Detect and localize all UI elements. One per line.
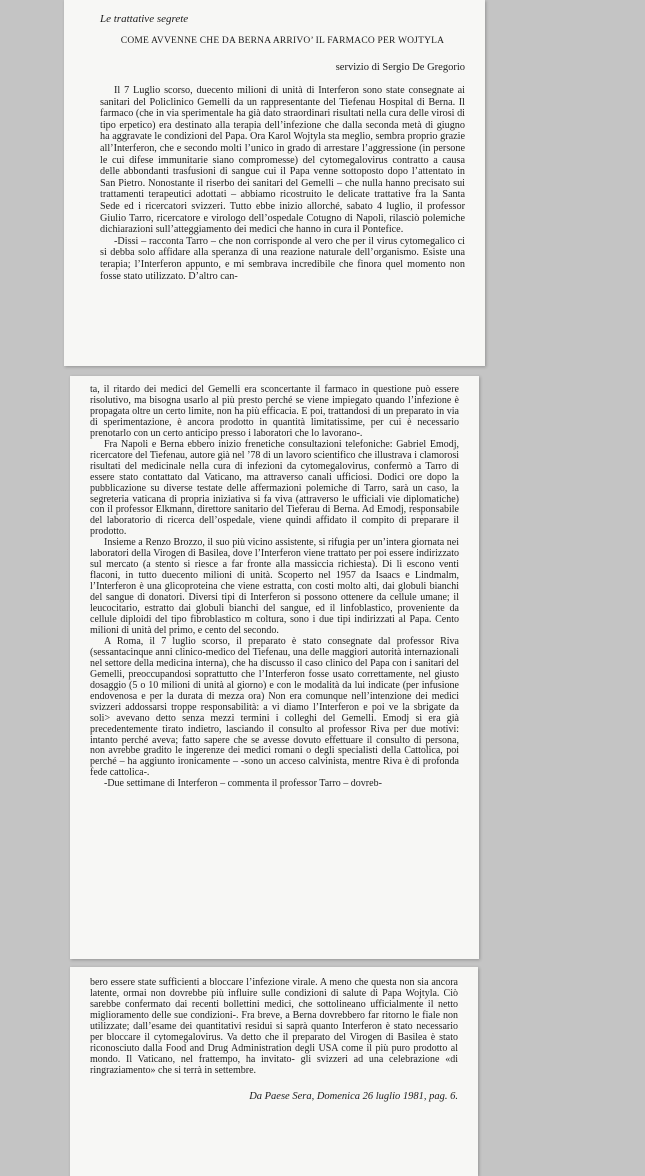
paragraph: bero essere state sufficienti a bloccare l’infezione virale. A meno che questa non sia ancora latente, ormai non dovrebbe più influire sulle condizioni di salute di Papa Wojtyla. Ciò sarebbe confermato dai recenti bollettini medici, che sottolineano ufficialmente il netto miglioramento delle sue condizioni-. Fra breve, a Berna dovrebbero far ritorno le fiale non utilizzate; dall’esame dei quantitativi residui si saprà quanto Interferon è stato necessario per bloccare il cytomegalovirus. Va detto che il preparato del Virogen di Basilea è stato riconosciuto dalla Food and Drug Administration degli USA come il più puro prodotto al mondo. Il Vaticano, nel frattempo, ha invitato- gli svizzeri ad una celebrazione «di ringraziamento» che si terrà in settembre. xyxy=(90,977,458,1076)
section-label: Le trattative segrete xyxy=(100,13,189,25)
paragraph: -Dissi – racconta Tarro – che non corrisponde al vero che per il virus cytomegalico ci si debba solo affidare alla speranza di una reazione naturale dell’organismo. Esiste una terapia; l’Interferon appunto, e mi sembrava incredibile che finora quel momento non fosse stato utilizzato. D’altro can- xyxy=(100,235,465,282)
paragraph: -Due settimane di Interferon – commenta il professor Tarro – dovreb- xyxy=(104,778,382,790)
paragraph: Fra Napoli e Berna ebbero inizio frenetiche consultazioni telefoniche: Gabriel Emodj, ricercatore del Tiefenau, autore già nel ’78 di un lavoro scientifico che illustrava i clamorosi risultati del medicinale nella cura di infezioni da cytomegalovirus, confermò a Tarro di essere stato contattato dal Vaticano, ma attraverso canali ufficiosi. Dodici ore dopo la pubblicazione su diverse testate delle affermazioni polemiche di Tarro, sarà un caso, la segreteria vaticana di propria iniziativa si fa viva (attraverso le ufficiali vie diplomatiche) con il professor Elkmann, direttore sanitario del Tieferau di Berna. Ad Emodj, responsabile del laboratorio di ricerca dell’ospedale, viene quindi affidato il compito di preparare il prodotto. xyxy=(90,438,459,538)
byline: servizio di Sergio De Gregorio xyxy=(335,62,465,73)
paragraph: A Roma, il 7 luglio scorso, il preparato è stato consegnate dal professor Riva (sessantacinque anni clinico-medico del Tiefenau, una delle maggiori autorità internazionali nel settore della medicina interna), che ha discusso il caso clinico del Papa con i sanitari del Gemelli, preoccupandosi soprattutto che l’Interferon fosse usato correttamente, nel giusto dosaggio (5 o 10 milioni di unità al giorno) e con le modalità da lui indicate (per infusione endovenosa e per la durata di mezza ora) Non era comunque nell’intenzione dei medici svizzeri addossarsi troppe responsabilità: a vi diamo l’Interferon e poi ve la sbrigate da soli> avevano detto senza mezzi termini i colleghi del Gemelli. Emodj si era già precedentemente tirato indietro, lasciando il consulto al professor Riva per due motivi: intanto perché aveva; fatto sapere che se avesse dovuto effettuare il consulto di persona, non avrebbe gradito le ingerenze dei medici romani o degli specialisti della Cattolica, poi perché – ha aggiunto ironicamente – -sono un acceso calvinista, mentre Riva è di profonda fede cattolica-. xyxy=(90,635,459,779)
article-headline: COME AVVENNE CHE DA BERNA ARRIVO’ IL FARMACO PER WOJTYLA xyxy=(120,36,445,46)
page-2 xyxy=(70,376,479,959)
page-3 xyxy=(70,967,478,1176)
paragraph: Il 7 Luglio scorso, duecento milioni di unità di Interferon sono state consegnate ai sanitari del Policlinico Gemelli da un rappresentante del Tiefenau Hospital di Berna. Il farmaco (che in via sperimentale ha già dato straordinari risultati nella cura delle virosi di tipo erpetico) era destinato alla terapia dell’infezione che dalla seconda metà di giugno ha aggravate le condizioni del Papa. Ora Karol Wojtyla sta meglio, sembra proprio grazie all’Interferon, che e secondo molti l’unico in grado di arrestare l’aggressione (in persone le cui difese immunitarie siano compromesse) del cytomegalovirus contratto a causa delle abbondanti trasfusioni di sangue cui il Papa venne sottoposto dopo l’attentato in San Pietro. Nonostante il riserbo dei sanitari del Gemelli – che nulla hanno precisato sui trattamenti terapeutici adottati – abbiamo ricostruito le delicate trattative fra la Santa Sede ed i ricercatori svizzeri. Tutto ebbe inizio allorché, sabato 4 luglio, il professor Giulio Tarro, ricercatore e virologo dell’ospedale Cotugno di Napoli, rilasciò polemiche dichiarazioni sull’atteggiamento dei medici che hanno in cura il Pontefice. xyxy=(100,85,465,236)
paragraph: Insieme a Renzo Brozzo, il suo più vicino assistente, si rifugia per un’intera giornata nei laboratori della Virogen di Basilea, dove l’Interferon viene trattato per poi essere indirizzato sul mercato (a stento si riesce a far fronte alla massiccia richiesta). Di lì escono venti flaconi, in tutto duecento milioni di unità. Scoperto nel 1957 da Isaacs e Lindmalm, l’Interferon è una glicoproteina che viene estratta, con costi molto alti, dai globuli bianchi del sangue di donatori. Diversi tipi di Interferon si possono ottenere da cellule umane; il leucocitario, estratto dai globuli bianchi del sangue, ed il linfoblastico, proveniente da cellule diploidi del tipo fibroblastico m coltura, sono i due tipi indirizzati al Papa. Cento milioni di unità del primo, e cento del secondo. xyxy=(90,537,459,636)
paragraph: ta, il ritardo dei medici del Gemelli era sconcertante il farmaco in questione può essere risolutivo, ma bisogna usarlo al più presto perché se viene impiegato quando l’infezione è propagata oltre un certo limite, non ha più efficacia. E poi, trattandosi di un preparato in via di sperimentazione, è ancora prodotto in quantità limitatissime, per cui è necessario prenotarlo con un certo anticipo presso i laboratori che lo lavorano-. xyxy=(90,384,459,439)
source-citation: Da Paese Sera, Domenica 26 luglio 1981, pag. 6. xyxy=(249,1090,458,1102)
page-1 xyxy=(64,0,485,366)
